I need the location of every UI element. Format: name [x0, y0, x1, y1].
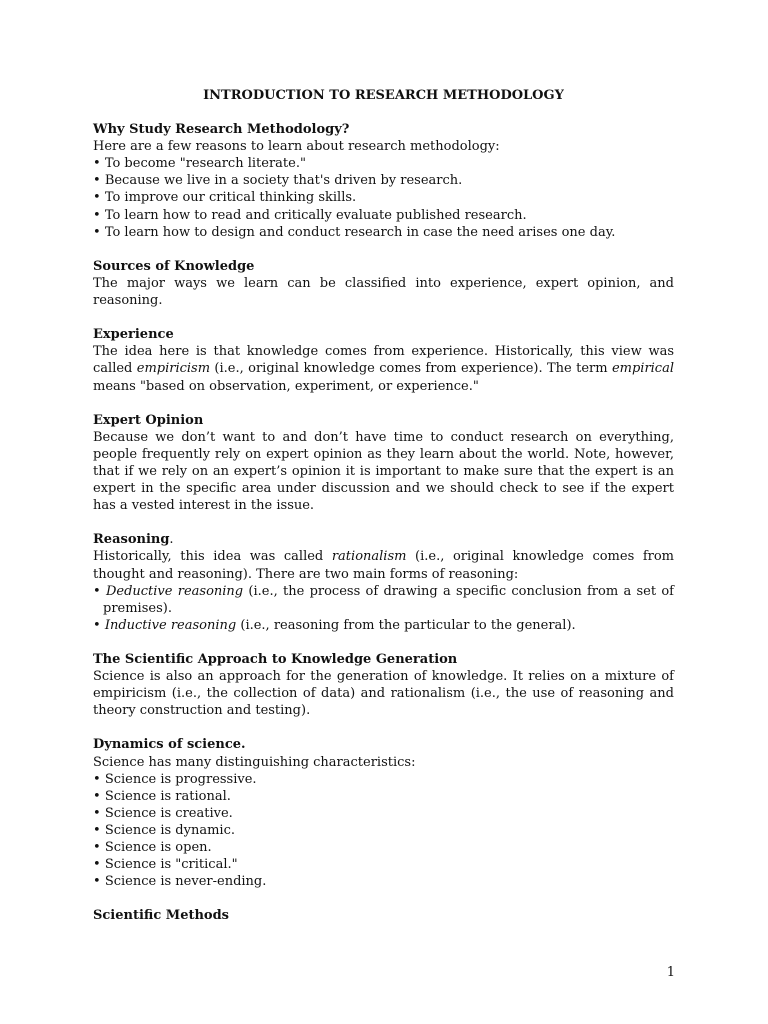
bullet-list [93, 155, 674, 240]
section-experience [93, 326, 674, 394]
section-heading: Scientific Methods [93, 908, 229, 924]
section-paragraph [93, 548, 674, 582]
text-run: The idea here is that knowledge comes from experience. Historically, this view was called [93, 344, 674, 377]
text-run: (i.e., reasoning from the particular to the general). [236, 617, 576, 633]
section-heading: Why Study Research Methodology? [93, 122, 350, 138]
document-page [93, 87, 674, 942]
section-scientific-approach [93, 651, 674, 719]
list-item: • To learn how to design and conduct research in case the need arises one day. [93, 224, 674, 241]
section-heading: Sources of Knowledge [93, 258, 255, 274]
section-heading: Experience [93, 327, 174, 343]
section-why-study [93, 121, 674, 241]
text-run: means "based on observation, experiment, or experience." [93, 378, 479, 394]
section-expert-opinion [93, 412, 674, 515]
section-paragraph: Because we don’t want to and don’t have time to conduct research on everything, people frequently rely on expert opinion as they learn about the world. Note, however, that if we rely on an expert’s opinion it is important to make sure that the expert is an expert in the specific area under discussion and we should check to see if the expert has a vested interest in the issue. [93, 429, 674, 514]
section-intro: Science has many distinguishing characteristics: [93, 754, 416, 770]
section-heading: Reasoning [93, 532, 170, 548]
list-item: • Science is dynamic. [93, 822, 674, 839]
section-paragraph: The major ways we learn can be classified into experience, expert opinion, and reasoning. [93, 275, 674, 309]
list-item [93, 583, 674, 617]
section-reasoning [93, 531, 674, 634]
list-item: • Science is open. [93, 839, 674, 856]
text-run: (i.e., original knowledge comes from thought and reasoning). There are two main forms of reasoning: [93, 549, 675, 582]
text-run: Historically, this idea was called [93, 549, 332, 565]
text-run: (i.e., original knowledge comes from experience). The term [210, 361, 612, 377]
bullet-list [93, 771, 674, 891]
section-heading: Expert Opinion [93, 412, 204, 428]
emphasis-term: empirical [611, 361, 674, 377]
emphasis-term: Inductive reasoning [104, 617, 237, 633]
section-intro: Here are a few reasons to learn about research methodology: [93, 139, 500, 155]
section-heading-line [93, 531, 674, 548]
section-heading: Dynamics of science. [93, 737, 246, 753]
section-paragraph [93, 343, 674, 394]
section-scientific-methods [93, 907, 674, 924]
emphasis-term: Deductive reasoning [105, 583, 244, 599]
list-item [93, 617, 674, 634]
section-paragraph: Science is also an approach for the generation of knowledge. It relies on a mixture of empiricism (i.e., the collection of data) and rationalism (i.e., the use of reasoning and theory construction and testing). [93, 669, 674, 719]
section-sources [93, 258, 674, 309]
list-item: • Science is creative. [93, 805, 674, 822]
bullet-list [93, 583, 674, 634]
list-item: • Science is "critical." [93, 856, 674, 873]
list-item: • Science is never-ending. [93, 873, 674, 890]
list-item: • Science is progressive. [93, 771, 674, 788]
list-item: • To become "research literate." [93, 155, 674, 172]
page-number: 1 [666, 965, 675, 980]
section-dynamics [93, 736, 674, 890]
document-title: INTRODUCTION TO RESEARCH METHODOLOGY [203, 88, 564, 103]
list-item: • Because we live in a society that's driven by research. [93, 172, 674, 189]
list-item: • Science is rational. [93, 788, 674, 805]
emphasis-term: empiricism [136, 361, 211, 377]
list-item: • To learn how to read and critically evaluate published research. [93, 207, 674, 224]
emphasis-term: rationalism [331, 549, 407, 565]
section-heading: The Scientific Approach to Knowledge Generation [93, 652, 458, 667]
text-run: (i.e., the process of drawing a specific conclusion from a set of premises). [103, 583, 674, 616]
list-item: • To improve our critical thinking skills. [93, 189, 674, 206]
heading-suffix: . [169, 532, 174, 548]
